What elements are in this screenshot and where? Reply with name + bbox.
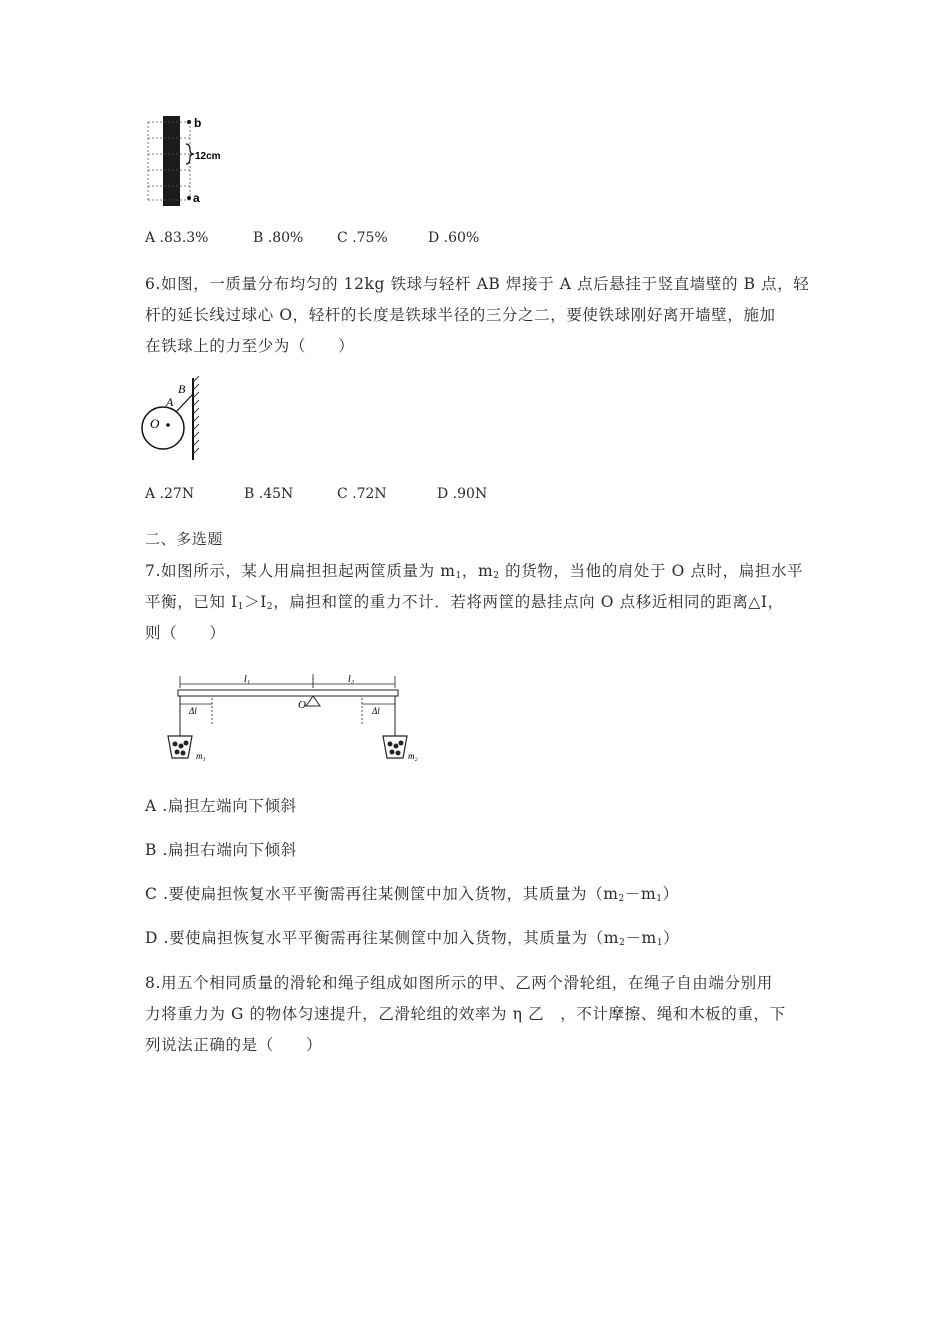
label-O: O — [150, 416, 160, 431]
label-b: b — [194, 116, 202, 130]
dimension-label: 12cm — [195, 151, 221, 162]
q7-option-c[interactable]: C .要使扁担恢复水平平衡需再往某侧筐中加入货物，其质量为$(m_2-m_1)$ — [145, 885, 679, 904]
point-a — [187, 196, 191, 200]
q6-option-c[interactable]: C .72N — [337, 486, 387, 502]
q5-option-b[interactable]: B .80% — [253, 230, 304, 246]
dimension-lines — [180, 674, 395, 724]
q5-option-d[interactable]: D .60% — [428, 230, 480, 246]
q7-line-2: 平衡，已知 $I_1>I_2$，扁担和筐的重力不计．若将两筐的悬挂点向 O 点移近相同的距离△I， — [145, 593, 784, 612]
spring-figure — [140, 114, 240, 210]
shoulder-pole-figure — [164, 668, 418, 768]
ball-wall-figure — [138, 376, 208, 462]
q8-line-3: 列说法正确的是（ ） — [145, 1036, 323, 1054]
q6-line-1: 6.如图，一质量分布均匀的 12kg 铁球与轻杆 AB 焊接于 A 点后悬挂于竖直墙壁的 B 点，轻 — [145, 275, 810, 293]
pole-bar — [178, 690, 398, 696]
q7-option-b[interactable]: B .扁担右端向下倾斜 — [145, 841, 297, 859]
label-m2: m₂ — [408, 751, 418, 761]
q7-option-d[interactable]: D .要使扁担恢复水平平衡需再往某侧筐中加入货物，其质量为$(m_2-m_1)$ — [145, 929, 680, 948]
label-a: a — [193, 191, 200, 205]
q7-option-a[interactable]: A .扁担左端向下倾斜 — [145, 797, 297, 815]
q7-line-1: 7.如图所示，某人用扁担担起两筐质量为 $m_1$，$m_2$ 的货物，当他的肩处于 O 点时，扁担水平 — [145, 562, 804, 581]
q6-option-a[interactable]: A .27N — [145, 486, 195, 502]
label-m1: m₁ — [196, 751, 206, 761]
section-title-multi-choice: 二、多选题 — [145, 530, 224, 548]
label-l1: l₁ — [244, 674, 251, 685]
label-delta-l-right: Δl — [372, 706, 380, 716]
light-rod — [176, 394, 193, 412]
iron-ball — [142, 407, 184, 449]
label-delta-l-left: Δl — [189, 706, 197, 716]
basket-goods — [173, 741, 404, 756]
point-b — [187, 120, 191, 124]
rod-shape — [163, 116, 180, 206]
q8-line-1: 8.用五个相同质量的滑轮和绳子组成如图所示的甲、乙两个滑轮组，在绳子自由端分别用 — [145, 974, 773, 992]
ball-center-dot — [166, 423, 170, 427]
q8-line-2: 力将重力为 G 的物体匀速提升，乙滑轮组的效率为 η 乙 ，不计摩擦、绳和木板的重，下 — [145, 1005, 786, 1023]
label-A: A — [166, 395, 174, 409]
label-B: B — [178, 382, 186, 396]
q6-option-d[interactable]: D .90N — [437, 486, 488, 502]
q6-option-b[interactable]: B .45N — [244, 486, 294, 502]
q7-line-3: 则（ ） — [145, 624, 226, 642]
label-l2: l₂ — [348, 674, 355, 685]
q5-option-a[interactable]: A .83.3% — [145, 230, 209, 246]
q6-line-3: 在铁球上的力至少为（ ） — [145, 337, 355, 355]
q6-line-2: 杆的延长线过球心 O，轻杆的长度是铁球半径的三分之二，要使铁球刚好离开墙壁，施加 — [145, 306, 776, 324]
label-O-fulcrum: O — [298, 699, 306, 711]
q5-option-c[interactable]: C .75% — [337, 230, 388, 246]
fulcrum-triangle — [306, 696, 320, 706]
